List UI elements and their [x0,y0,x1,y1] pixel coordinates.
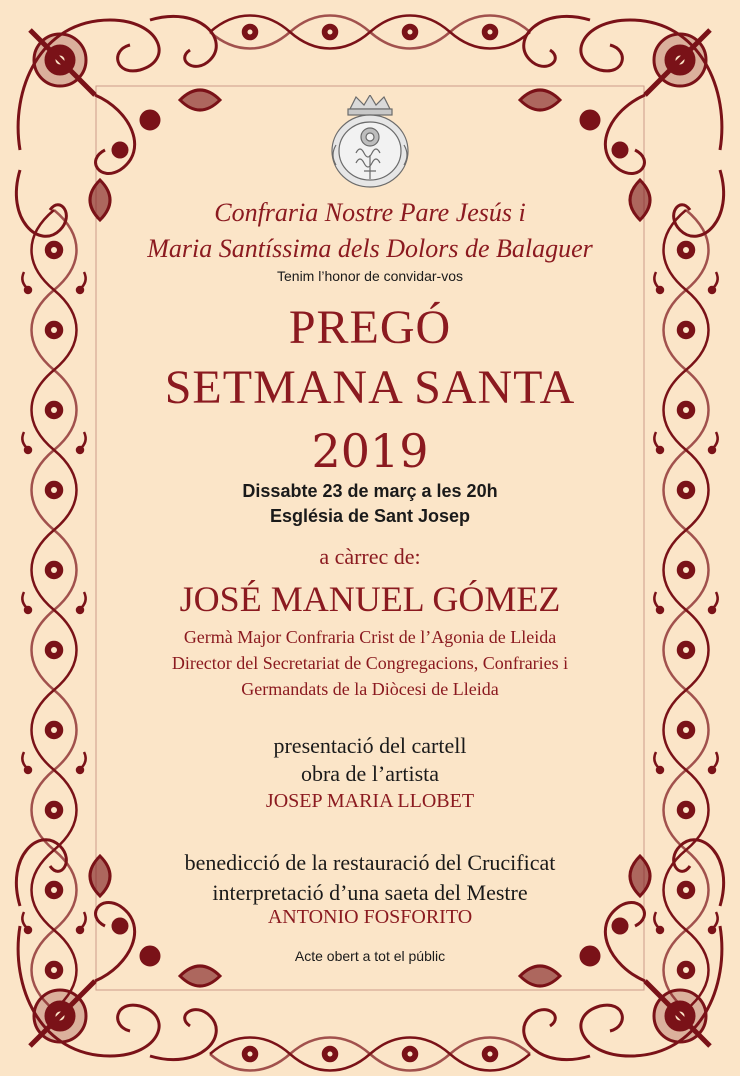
speaker-role-3: Germandats de la Diòcesi de Lleida [241,679,499,699]
poster-line-2: obra de l’artista [300,761,440,786]
organization-name [0,195,740,267]
confraternity-crest-icon [326,95,414,189]
speaker-role-1: Germà Major Confraria Crist de l’Agonia de Lleida [183,627,557,647]
speaker-name: JOSÉ MANUEL GÓMEZ [179,579,561,619]
title-line-2: SETMANA SANTA [164,361,576,414]
singer-name: ANTONIO FOSFORITO [267,906,473,928]
blessing-text [0,848,740,908]
poster-presentation [0,732,740,788]
poster-line-1: presentació del cartell [273,733,467,758]
blessing-line-2: interpretació d’una saeta del Mestre [212,880,528,905]
blessing-line-1: benedicció de la restauració del Crucificat [184,850,556,875]
speaker-roles [0,624,740,702]
invitation-text: Tenim l’honor de convidar-vos [277,268,463,284]
event-date: Dissabte 23 de març a les 20h [242,481,498,501]
organization-line-1: Confraria Nostre Pare Jesús i [214,198,526,227]
byline: a càrrec de: [319,544,421,569]
artist-name: JOSEP MARIA LLOBET [265,790,475,812]
title-line-1: PREGÓ [288,301,452,354]
speaker-role-2: Director del Secretariat de Congregacions, Confraries i [171,653,569,673]
footer-note: Acte obert a tot el públic [294,948,446,964]
organization-line-2: Maria Santíssima dels Dolors de Balaguer [147,234,593,263]
event-place: Església de Sant Josep [269,506,471,526]
title-year: 2019 [311,424,429,478]
